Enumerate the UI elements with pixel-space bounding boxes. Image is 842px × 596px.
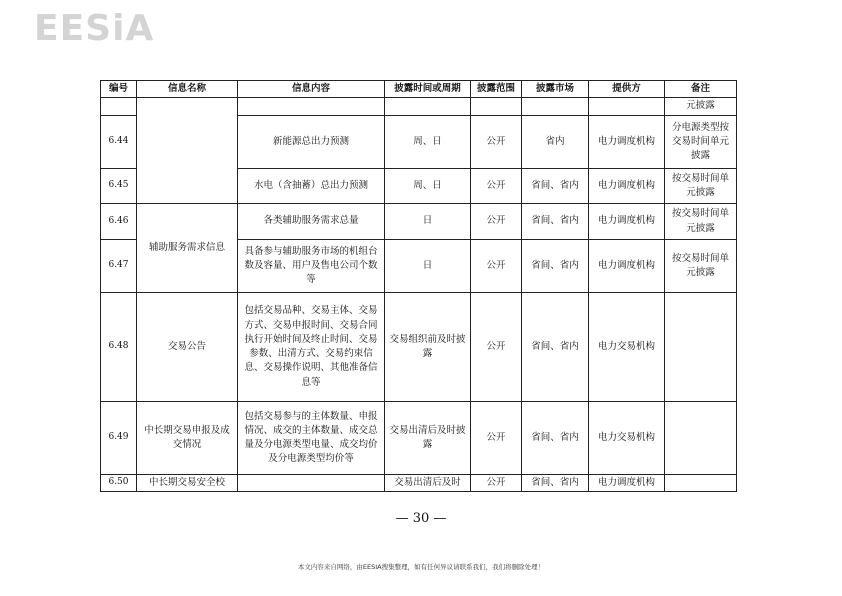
cell-market: 省间、省内 [522,293,589,402]
header-period: 披露时间或周期 [385,81,471,98]
cell-provider: 电力调度机构 [589,204,665,240]
cell-scope [471,98,522,116]
cell-name: 中长期交易申报及成交情况 [137,402,238,475]
cell-id [101,98,137,116]
cell-note: 按交易时间单元披露 [665,169,737,204]
cell-market [522,98,589,116]
cell-content: 具备参与辅助服务市场的机组台数及容量、用户及售电公司个数等 [238,240,385,293]
cell-content: 各类辅助服务需求总量 [238,204,385,240]
cell-name: 中长期交易安全校 [137,475,238,492]
cell-market: 省间、省内 [522,402,589,475]
cell-period: 交易出清后及时 [385,475,471,492]
cell-period: 日 [385,240,471,293]
cell-scope: 公开 [471,402,522,475]
cell-scope: 公开 [471,204,522,240]
cell-content: 包括交易品种、交易主体、交易方式、交易申报时间、交易合同执行开始时间及终止时间、交易参数、出清方式、交易约束信息、交易操作说明、其他准备信息等 [238,293,385,402]
cell-scope: 公开 [471,475,522,492]
header-name: 信息名称 [137,81,238,98]
cell-period: 周、日 [385,116,471,169]
cell-content [238,475,385,492]
cell-scope: 公开 [471,240,522,293]
table-row [101,402,737,475]
cell-id: 6.47 [101,240,137,293]
header-content: 信息内容 [238,81,385,98]
cell-content: 水电（含抽蓄）总出力预测 [238,169,385,204]
cell-provider: 电力调度机构 [589,116,665,169]
cell-period: 交易组织前及时披露 [385,293,471,402]
cell-id: 6.44 [101,116,137,169]
table-row [101,98,737,116]
cell-market: 省间、省内 [522,169,589,204]
cell-market: 省间、省内 [522,204,589,240]
cell-id: 6.50 [101,475,137,492]
cell-id: 6.45 [101,169,137,204]
cell-market: 省间、省内 [522,475,589,492]
cell-period: 周、日 [385,169,471,204]
cell-content: 包括交易参与的主体数量、申报情况、成交的主体数量、成交总量及分电源类型电量、成交均价及分电源类型均价等 [238,402,385,475]
header-id: 编号 [101,81,137,98]
cell-note: 按交易时间单元披露 [665,204,737,240]
cell-note: 分电源类型按交易时间单元披露 [665,116,737,169]
cell-provider: 电力调度机构 [589,240,665,293]
cell-scope: 公开 [471,116,522,169]
cell-note: 元披露 [665,98,737,116]
header-scope: 披露范围 [471,81,522,98]
cell-market: 省内 [522,116,589,169]
cell-name: 交易公告 [137,293,238,402]
cell-id: 6.46 [101,204,137,240]
cell-content: 新能源总出力预测 [238,116,385,169]
footer-notice: 本文内容来自网络，由EESIA搜集整理，如有任何异议请联系我们，我们将删除处理！ [297,563,545,571]
page-number: — 30 — [395,511,447,526]
cell-content [238,98,385,116]
cell-name: 辅助服务需求信息 [137,204,238,293]
header-note: 备注 [665,81,737,98]
cell-period [385,98,471,116]
cell-scope: 公开 [471,169,522,204]
eesia-logo: EESiA [34,8,155,49]
cell-provider: 电力调度机构 [589,475,665,492]
table-header-row [101,81,737,98]
cell-note [665,402,737,475]
header-market: 披露市场 [522,81,589,98]
cell-provider: 电力调度机构 [589,169,665,204]
cell-note [665,475,737,492]
table-row [101,204,737,240]
table-row [101,475,737,492]
cell-provider [589,98,665,116]
cell-note: 按交易时间单元披露 [665,240,737,293]
table-row [101,293,737,402]
cell-market: 省间、省内 [522,240,589,293]
cell-name [137,98,238,204]
cell-id: 6.48 [101,293,137,402]
cell-provider: 电力交易机构 [589,293,665,402]
cell-scope: 公开 [471,293,522,402]
cell-provider: 电力交易机构 [589,402,665,475]
header-provider: 提供方 [589,81,665,98]
cell-note [665,293,737,402]
cell-id: 6.49 [101,402,137,475]
cell-period: 日 [385,204,471,240]
cell-period: 交易出清后及时披露 [385,402,471,475]
disclosure-table [100,80,737,492]
